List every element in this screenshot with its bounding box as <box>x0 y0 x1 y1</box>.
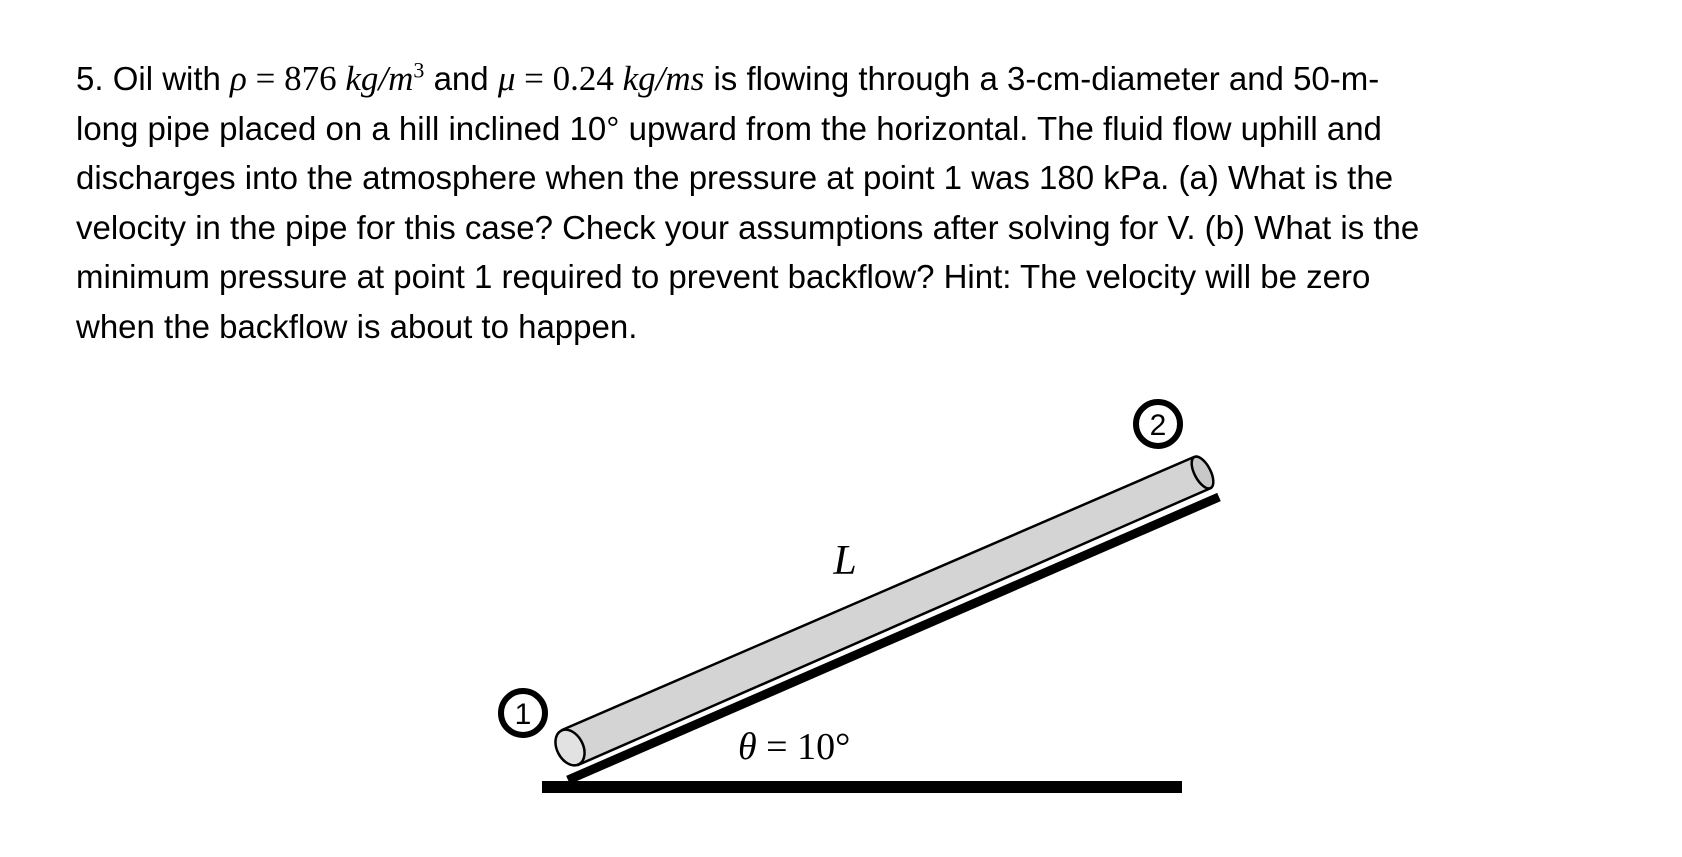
viscosity-units: kg/ms <box>622 59 705 98</box>
point-2-label: 2 <box>1149 409 1167 442</box>
density-value: = 876 <box>246 59 346 98</box>
ground-line <box>542 781 1182 793</box>
problem-line-2: long pipe placed on a hill inclined 10° upward from the horizontal. The fluid flow uphill and <box>76 109 1382 147</box>
viscosity-value: = 0.24 <box>515 59 623 98</box>
problem-intro-text: 5. Oil with <box>76 60 231 97</box>
length-label: L <box>833 538 857 584</box>
angle-label <box>738 726 850 768</box>
rho-symbol: ρ <box>230 59 247 98</box>
mu-symbol: μ <box>497 59 516 98</box>
incline-line <box>568 497 1219 780</box>
and-text: and <box>424 60 498 97</box>
pipe-body <box>562 457 1211 765</box>
density-units-exponent: 3 <box>413 57 425 83</box>
problem-line-3: discharges into the atmosphere when the pressure at point 1 was 180 kPa. (a) What is the <box>76 159 1394 196</box>
point-1-label: 1 <box>514 698 532 731</box>
problem-line-1-tail: is flowing through a 3-cm-diameter and 50-m- <box>704 60 1380 97</box>
problem-line-6: when the backflow is about to happen. <box>76 307 638 345</box>
point-1-marker <box>501 691 545 735</box>
problem-line-4: velocity in the pipe for this case? Check your assumptions after solving for V. (b) What is the <box>76 208 1420 246</box>
theta-symbol: θ <box>738 726 757 768</box>
density-units: kg/m <box>345 59 414 98</box>
angle-value: = 10° <box>756 726 851 768</box>
point-2-marker <box>1136 402 1180 446</box>
problem-line-5: minimum pressure at point 1 required to prevent backflow? Hint: The velocity will be zero <box>76 258 1371 295</box>
